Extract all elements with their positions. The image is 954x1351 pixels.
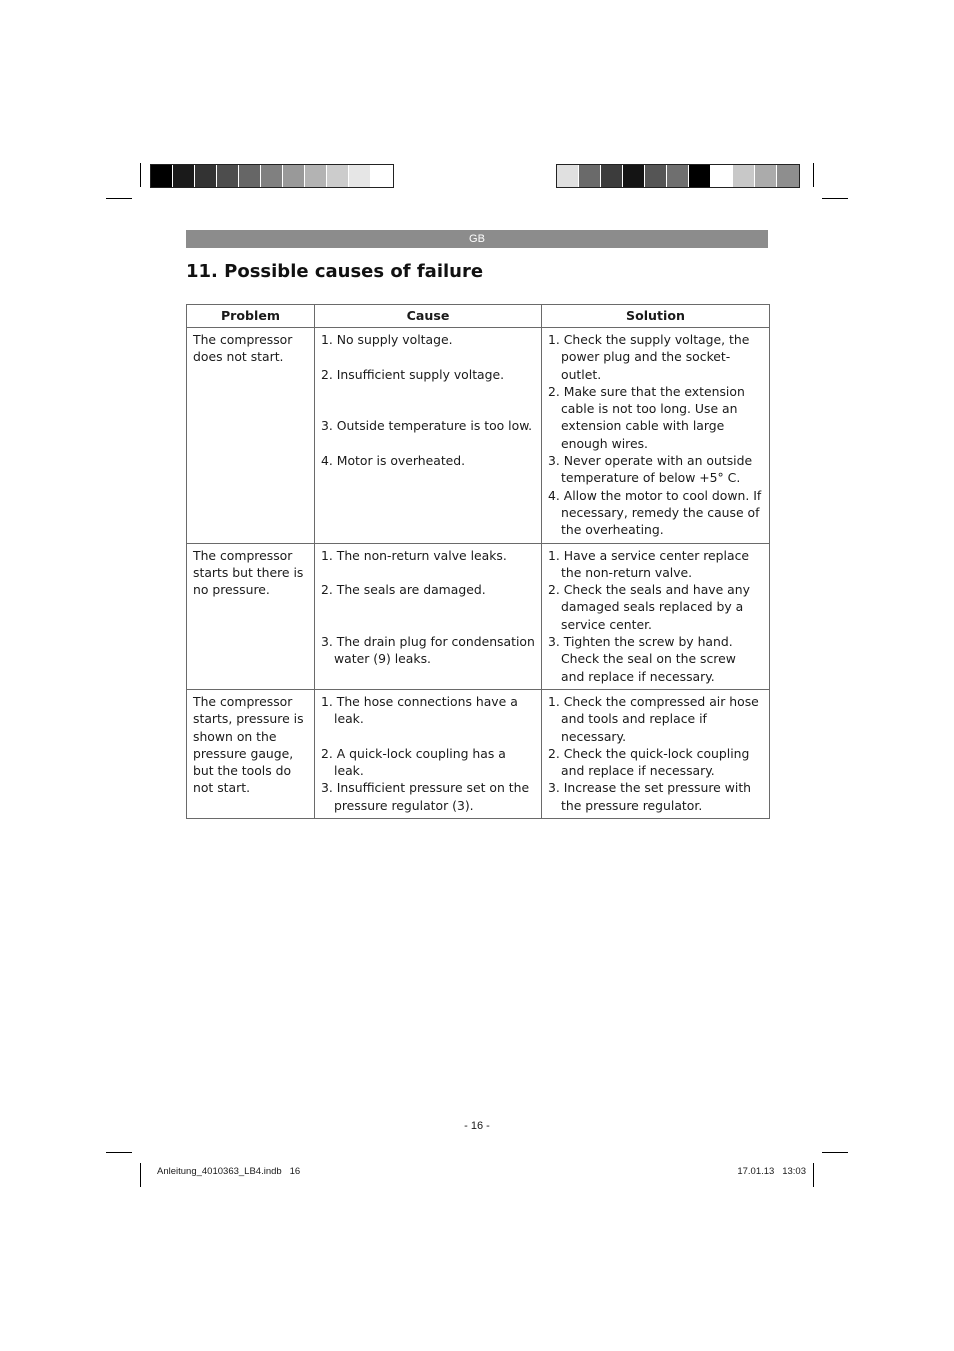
problem-cell: The compressor does not start.	[187, 328, 315, 544]
crop-mark	[140, 1163, 141, 1187]
list-item: 1. No supply voltage.	[321, 332, 453, 347]
color-swatch	[579, 165, 601, 187]
list-item: 3. Increase the set pressure with the pressure regulator.	[548, 780, 752, 813]
color-swatch	[667, 165, 689, 187]
header-cause: Cause	[315, 305, 542, 328]
page-number: - 16 -	[464, 1120, 490, 1132]
list-item: 4. Motor is overheated.	[321, 453, 466, 469]
list-item: 1. The non-return valve leaks.	[321, 547, 507, 563]
table-row	[187, 328, 770, 544]
section-heading: 11. Possible causes of failure	[186, 261, 484, 282]
color-swatch	[327, 165, 349, 187]
list-item: 1. Have a service center replace the non-return valve.	[548, 547, 750, 580]
table-row	[187, 543, 770, 689]
footer-date: 17.01.13 13:03	[737, 1166, 806, 1177]
color-swatch	[645, 165, 667, 187]
list-item: 2. A quick-lock coupling has a leak.	[321, 745, 506, 779]
cause-cell	[315, 543, 542, 689]
color-swatch	[173, 165, 195, 187]
crop-mark	[822, 1152, 848, 1153]
list-item: 1. Check the supply voltage, the power plug and the socket-outlet.	[548, 332, 750, 382]
color-bar-right	[556, 164, 800, 188]
color-swatch	[711, 165, 733, 187]
color-swatch	[349, 165, 371, 187]
color-swatch	[777, 165, 799, 187]
header-problem: Problem	[187, 305, 315, 328]
list-item: 2. Make sure that the extension cable is not too long. Use an extension cable with large enough wires.	[548, 383, 745, 451]
cause-cell	[315, 689, 542, 818]
list-item: 2. Check the quick-lock coupling and replace if necessary.	[548, 745, 750, 779]
color-swatch	[305, 165, 327, 187]
list-item: 4. Allow the motor to cool down. If necessary, remedy the cause of the overheating.	[548, 487, 762, 538]
list-item: 1. The hose connections have a leak.	[321, 693, 518, 727]
color-swatch	[151, 165, 173, 187]
problem-cell: The compressor starts, pressure is shown on the pressure gauge, but the tools do not start.	[187, 689, 315, 818]
color-swatch	[283, 165, 305, 187]
solution-cell	[542, 543, 770, 689]
crop-mark	[813, 1163, 814, 1187]
crop-mark	[813, 163, 814, 187]
footer-file-info: Anleitung_4010363_LB4.indb 16	[157, 1166, 301, 1177]
color-swatch	[261, 165, 283, 187]
color-swatch	[733, 165, 755, 187]
failure-table	[186, 304, 770, 819]
color-swatch	[557, 165, 579, 187]
list-item: 1. Check the compressed air hose and tools and replace if necessary.	[548, 693, 759, 744]
solution-cell	[542, 328, 770, 544]
color-swatch	[623, 165, 645, 187]
color-bar-left	[150, 164, 394, 188]
list-item: 3. Insufficient pressure set on the pressure regulator (3).	[321, 780, 530, 813]
solution-cell	[542, 689, 770, 818]
crop-mark	[822, 198, 848, 199]
color-swatch	[755, 165, 777, 187]
crop-mark	[106, 198, 132, 199]
color-swatch	[217, 165, 239, 187]
language-banner: GB	[186, 230, 768, 248]
crop-mark	[140, 163, 141, 187]
color-swatch	[601, 165, 623, 187]
header-solution: Solution	[542, 305, 770, 328]
list-item: 3. Never operate with an outside temperature of below +5° C.	[548, 453, 753, 486]
list-item: 3. Outside temperature is too low.	[321, 418, 533, 434]
problem-cell: The compressor starts but there is no pressure.	[187, 543, 315, 689]
crop-mark	[106, 1152, 132, 1153]
color-swatch	[689, 165, 711, 187]
table-header-row	[187, 305, 770, 328]
table-row	[187, 689, 770, 818]
color-swatch	[239, 165, 261, 187]
list-item: 2. Insufficient supply voltage.	[321, 366, 505, 382]
list-item: 3. The drain plug for condensation water (9) leaks.	[321, 634, 535, 667]
color-swatch	[371, 165, 393, 187]
list-item: 2. The seals are damaged.	[321, 582, 486, 598]
color-swatch	[195, 165, 217, 187]
list-item: 3. Tighten the screw by hand. Check the seal on the screw and replace if necessary.	[548, 634, 736, 684]
list-item: 2. Check the seals and have any damaged seals replaced by a service center.	[548, 582, 750, 632]
cause-cell	[315, 328, 542, 544]
